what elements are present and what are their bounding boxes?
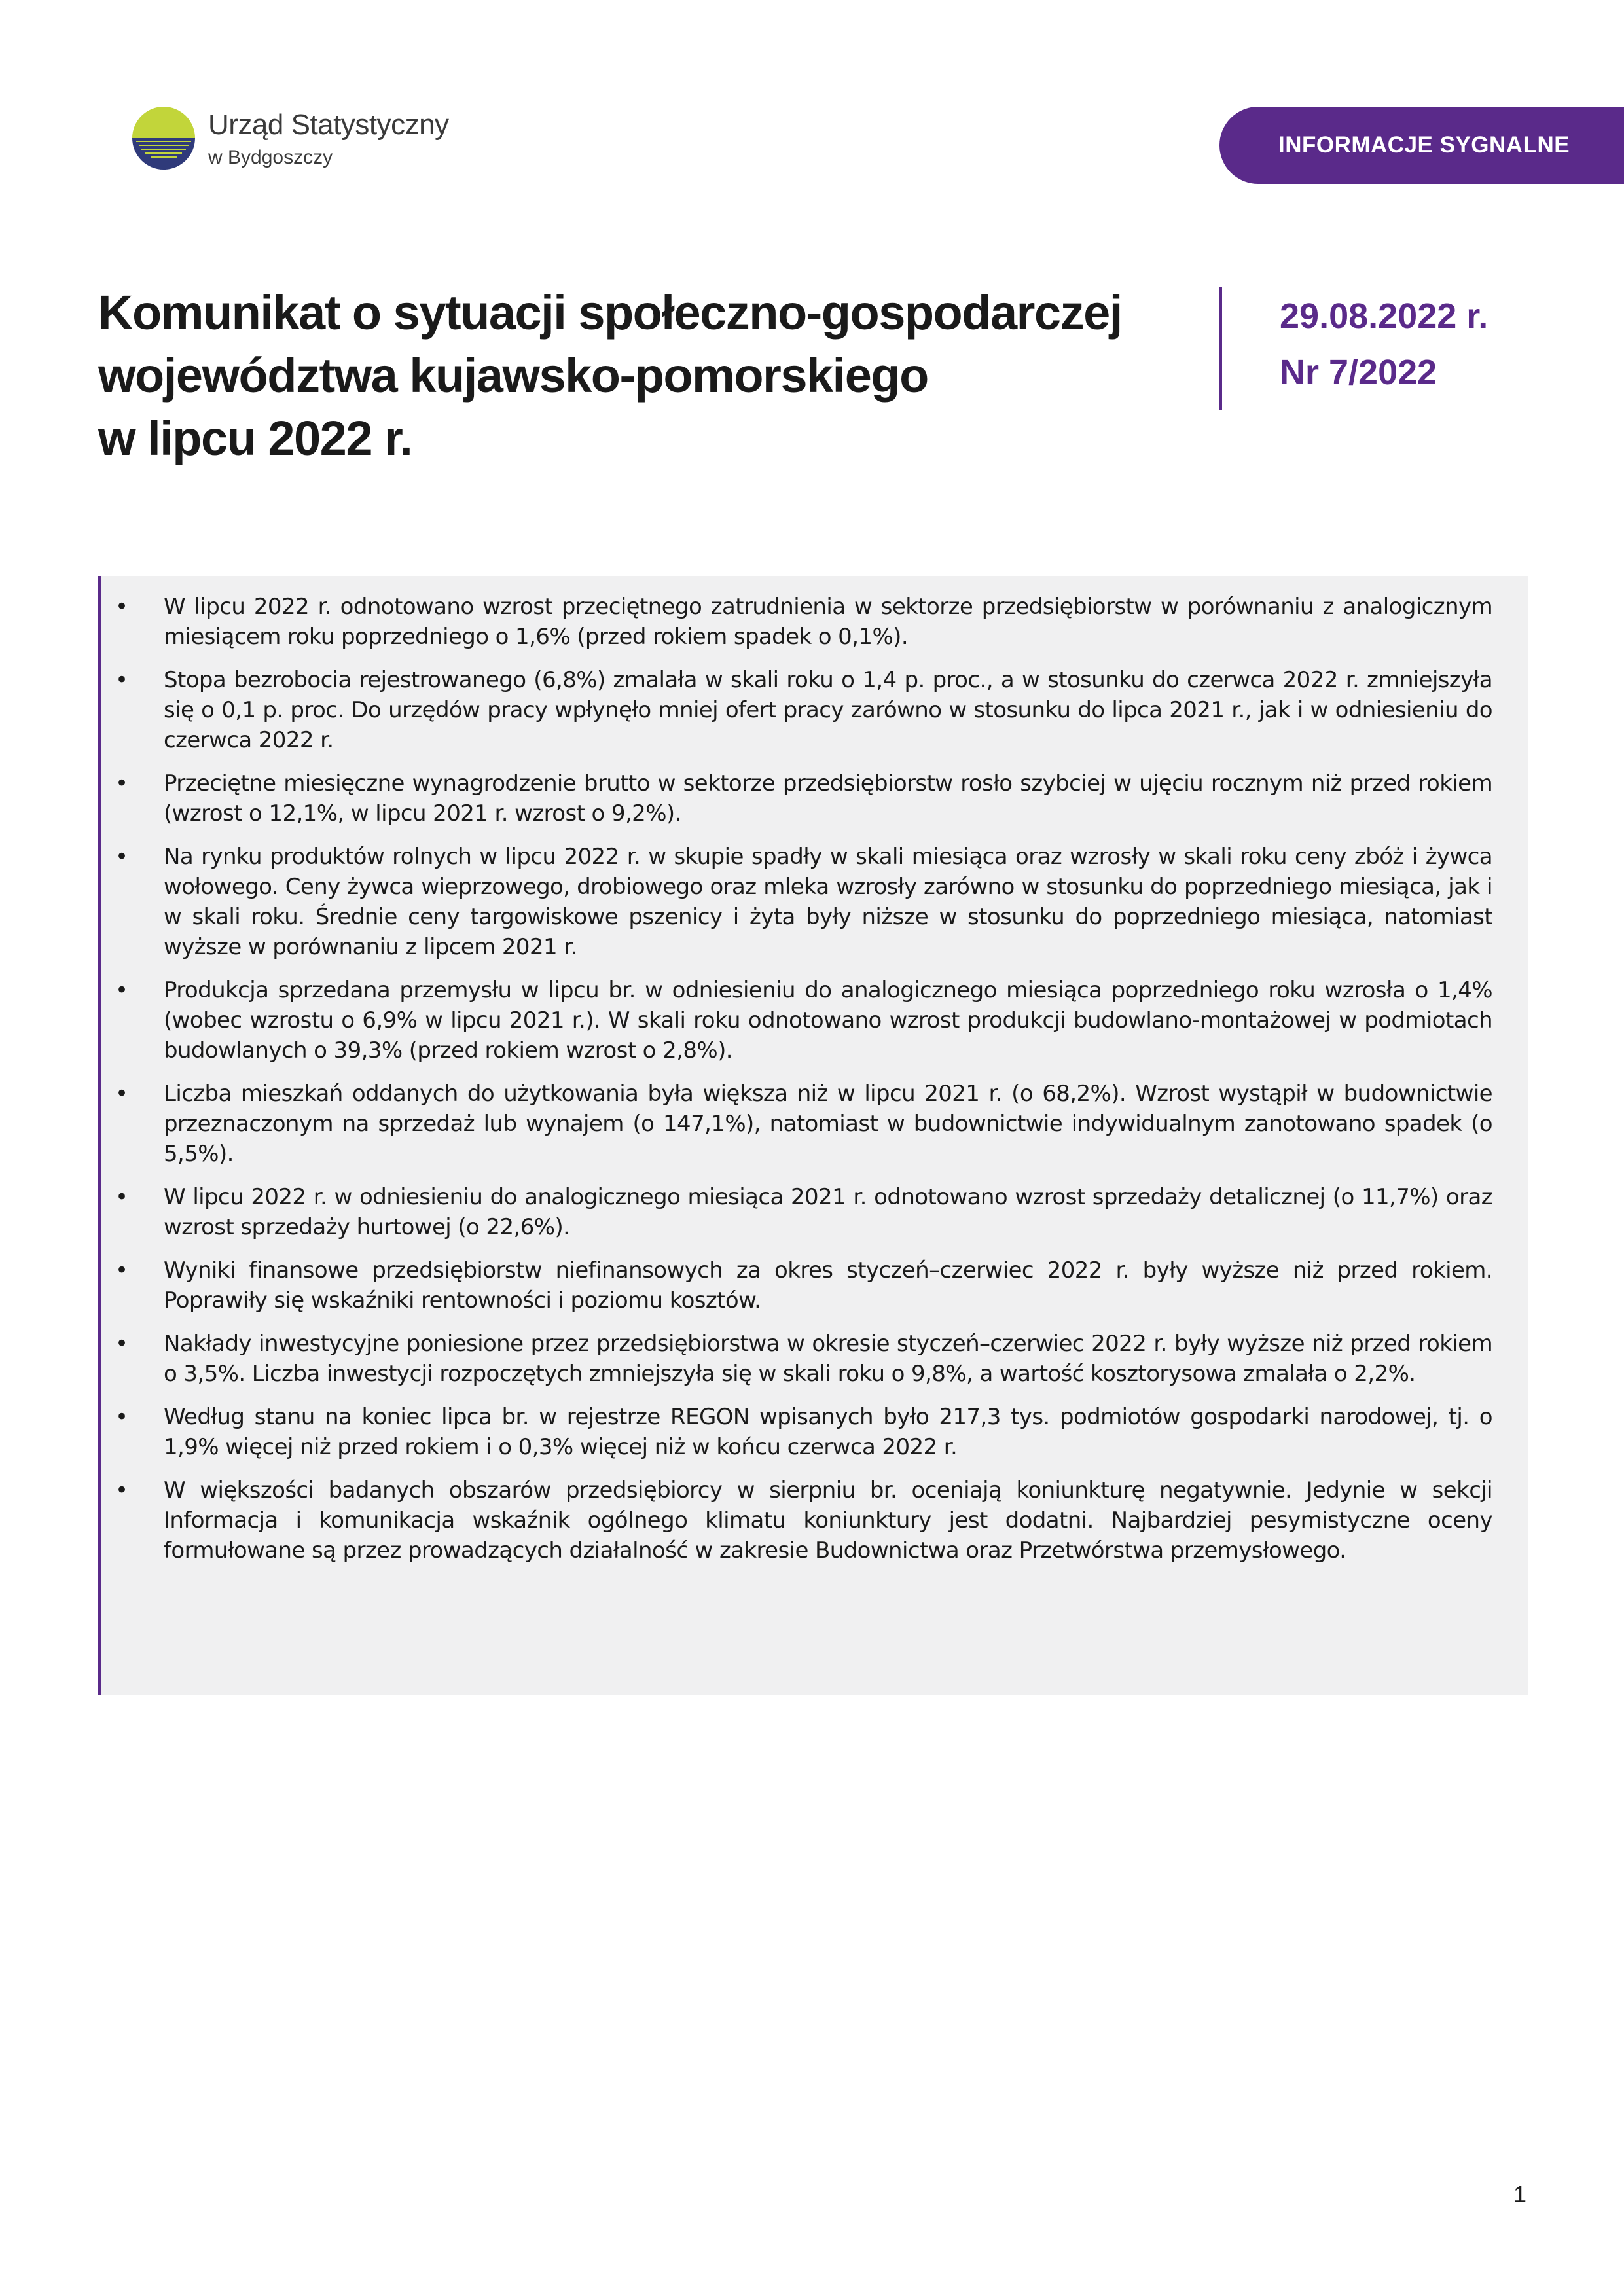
logo-name: Urząd Statystyczny xyxy=(208,109,449,141)
page-title xyxy=(98,281,1159,470)
title-line: województwa kujawsko-pomorskiego xyxy=(98,348,928,403)
logo-mark-icon xyxy=(131,89,196,187)
summary-item xyxy=(101,1402,1492,1462)
summary-item-text: Na rynku produktów rolnych w lipcu 2022 r. w skupie spadły w skali miesiąca oraz wzrosły w skali roku ceny zbóż i żywca wołowego. Ceny żywca wieprzowego, drobiowego oraz mleka wzrosły zarówno w stosunku do poprzedniego miesiąca, jak i w skali roku. Średnie ceny targowiskowe pszenicy i żyta były niższe w stosunku do poprzedniego miesiąca, natomiast wyższe w porównaniu z lipcem 2021 r. xyxy=(164,844,1492,960)
summary-item xyxy=(101,975,1492,1066)
publication-date: 29.08.2022 r. xyxy=(1280,296,1489,336)
summary-box xyxy=(98,576,1528,1695)
summary-item-text: W lipcu 2022 r. odnotowano wzrost przeciętnego zatrudnienia w sektorze przedsiębiorstw w porównaniu z analogicznym miesiącem roku poprzedniego o 1,6% (przed rokiem spadek o 0,1%). xyxy=(164,594,1492,650)
bullet-icon: • xyxy=(115,1081,128,1107)
bullet-icon: • xyxy=(115,667,128,693)
summary-item-text: Stopa bezrobocia rejestrowanego (6,8%) zmalała w skali roku o 1,4 p. proc., a w stosunku do czerwca 2022 r. zmniejszyła się o 0,1 p. proc. Do urzędów pracy wpłynęło mniej ofert pracy zarówno w stosunku do lipca 2021 r., jak i w odniesieniu do czerwca 2022 r. xyxy=(164,667,1492,753)
bullet-icon: • xyxy=(115,1331,128,1357)
bullet-icon: • xyxy=(115,977,128,1003)
category-badge: INFORMACJE SYGNALNE xyxy=(1219,107,1624,184)
summary-item xyxy=(101,768,1492,829)
summary-item xyxy=(101,592,1492,652)
summary-list xyxy=(101,592,1492,1566)
bullet-icon: • xyxy=(115,844,128,870)
publication-meta xyxy=(1280,288,1488,401)
summary-item-text: Przeciętne miesięczne wynagrodzenie brutto w sektorze przedsiębiorstw rosło szybciej w ujęciu rocznym niż przed rokiem (wzrost o 12,1%, w lipcu 2021 r. wzrost o 9,2%). xyxy=(164,770,1492,827)
bullet-icon: • xyxy=(115,770,128,797)
title-line: Komunikat o sytuacji społeczno-gospodarczej xyxy=(98,285,1122,340)
summary-item-text: W większości badanych obszarów przedsiębiorcy w sierpniu br. oceniają koniunkturę negatywnie. Jedynie w sekcji Informacja i komunikacja wskaźnik ogólnego klimatu koniunktury jest dodatni. Najbardziej pesymistyczne oceny formułowane są przez prowadzących działalność w zakresie Budownictwa oraz Przetwórstwa przemysłowego. xyxy=(164,1477,1492,1564)
bullet-icon: • xyxy=(115,1184,128,1210)
summary-item xyxy=(101,1079,1492,1169)
summary-item-text: Według stanu na koniec lipca br. w rejestrze REGON wpisanych było 217,3 tys. podmiotów gospodarki narodowej, tj. o 1,9% więcej niż przed rokiem i o 0,3% więcej niż w końcu czerwca 2022 r. xyxy=(164,1404,1492,1460)
summary-item-text: Liczba mieszkań oddanych do użytkowania była większa niż w lipcu 2021 r. (o 68,2%). Wzrost wystąpił w budownictwie przeznaczonym na sprzedaż lub wynajem (o 147,1%), natomiast w budownictwie indywidualnym zanotowano spadek (o 5,5%). xyxy=(164,1081,1492,1167)
summary-item xyxy=(101,1255,1492,1316)
summary-item xyxy=(101,842,1492,962)
bullet-icon: • xyxy=(115,594,128,620)
summary-item xyxy=(101,1182,1492,1242)
summary-item-text: Produkcja sprzedana przemysłu w lipcu br. w odniesieniu do analogicznego miesiąca poprzedniego roku wzrosła o 1,4% (wobec wzrostu o 6,9% w lipcu 2021 r.). W skali roku odnotowano wzrost produkcji budowlano-montażowej w podmiotach budowlanych o 39,3% (przed rokiem wzrost o 2,8%). xyxy=(164,977,1492,1064)
publication-number: Nr 7/2022 xyxy=(1280,353,1437,392)
summary-item xyxy=(101,1329,1492,1389)
summary-item xyxy=(101,1475,1492,1566)
summary-item-text: Wyniki finansowe przedsiębiorstw niefinansowych za okres styczeń–czerwiec 2022 r. były wyższe niż przed rokiem. Poprawiły się wskaźniki rentowności i poziomu kosztów. xyxy=(164,1257,1492,1314)
title-line: w lipcu 2022 r. xyxy=(98,411,412,465)
bullet-icon: • xyxy=(115,1404,128,1430)
page-number: 1 xyxy=(1513,2181,1527,2208)
bullet-icon: • xyxy=(115,1477,128,1503)
summary-item-text: Nakłady inwestycyjne poniesione przez przedsiębiorstwa w okresie styczeń–czerwiec 2022 r. były wyższe niż przed rokiem o 3,5%. Liczba inwestycji rozpoczętych zmniejszyła się w skali roku o 9,8%, a wartość kosztorysowa zmalała o 2,2%. xyxy=(164,1331,1492,1387)
summary-item xyxy=(101,665,1492,755)
logo-subtitle: w Bydgoszczy xyxy=(208,147,333,168)
bullet-icon: • xyxy=(115,1257,128,1283)
logo xyxy=(131,89,497,187)
date-divider xyxy=(1219,287,1222,410)
summary-item-text: W lipcu 2022 r. w odniesieniu do analogicznego miesiąca 2021 r. odnotowano wzrost sprzedaży detalicznej (o 11,7%) oraz wzrost sprzedaży hurtowej (o 22,6%). xyxy=(164,1184,1492,1240)
